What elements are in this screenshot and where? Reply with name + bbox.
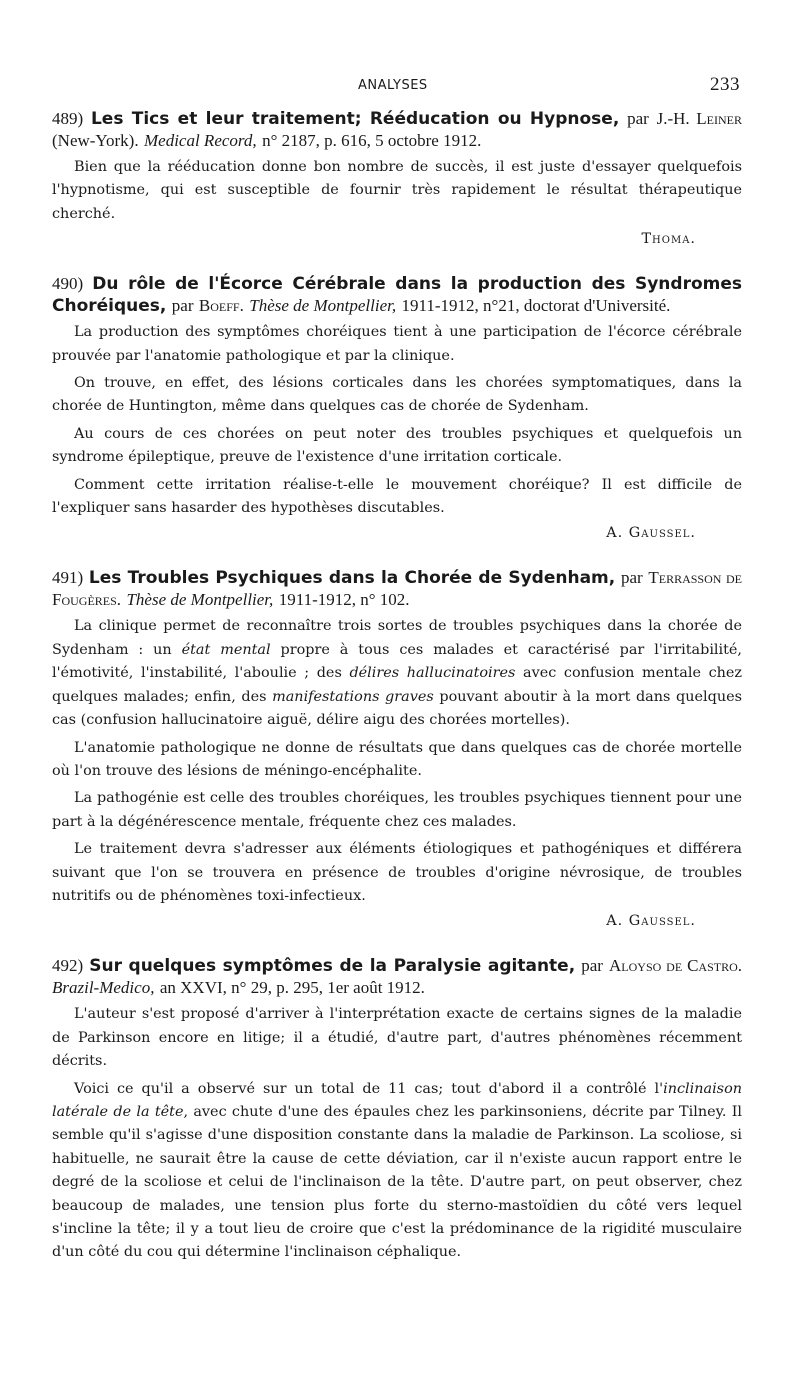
article-author: Terrasson de Fougères. bbox=[52, 568, 742, 610]
article-source: Brazil-Medico, bbox=[52, 978, 155, 998]
article-source: Medical Record, bbox=[143, 131, 257, 150]
article-number: 490) bbox=[52, 274, 84, 294]
article-number: 491) bbox=[52, 568, 84, 588]
article-title: Les Tics et leur traitement; Rééducation ou Hypnose, bbox=[90, 109, 620, 129]
article-author: J.-H. Leiner bbox=[656, 109, 743, 128]
article-paragraph: La pathogénie est celle des troubles choréiques, les troubles psychiques tiennent pour une part à la dégénérescence mentale, fréquente chez ces malades. bbox=[52, 790, 742, 830]
article-entry bbox=[52, 273, 742, 545]
article-reference: n° 2187, p. 616, 5 octobre 1912. bbox=[262, 131, 482, 150]
article-paragraph: Comment cette irritation réalise-t-elle le mouvement choréique? Il est difficile de l'expliquer sans hasarder des hypothèses discutables. bbox=[52, 476, 742, 517]
article-heading bbox=[52, 273, 742, 317]
article-paragraph: L'anatomie pathologique ne donne de résultats que dans quelques cas de chorée mortelle où l'on trouve des lésions de méningo-encéphalite. bbox=[52, 739, 742, 779]
article-entry bbox=[52, 108, 742, 251]
article-by: par bbox=[627, 109, 649, 128]
article-entry bbox=[52, 567, 742, 933]
article-heading bbox=[52, 108, 742, 152]
article-number: 492) bbox=[52, 956, 84, 976]
article-heading bbox=[52, 955, 742, 999]
article-paragraph: Bien que la rééducation donne bon nombre de succès, il est juste d'essayer quelquefois l'hypnotisme, qui est susceptible de fournir très rapidement le résultat thérapeutique cherché. bbox=[52, 159, 742, 222]
article-paragraph: La clinique permet de reconnaître trois sortes de troubles psychiques dans la chorée de Sydenham : un état mental propre à tous ces malades et caractérisé par l'irritabilité, l'émotivité, l'instabilité, l'aboulie ; des délires hallucinatoires avec confusion mentale chez quelques malades; enfin, des manifestations graves pouvant aboutir à la mort dans quelques cas (confusion hallucinatoire aiguë, délire aigu des chorées mortelles). bbox=[52, 618, 742, 729]
article-paragraph: Voici ce qu'il a observé sur un total de 11 cas; tout d'abord il a contrôlé l'inclinaison latérale de la tête, avec chute d'une des épaules chez les parkinsoniens, décrite par Tilney. Il semble qu'il s'agisse d'une disposition constante dans la maladie de Parkinson. La scoliose, si habituelle, ne saurait être la cause de cette déviation, car il n'existe aucun rapport entre le degré de la scoliose et celui de l'inclinaison de la tête. D'autre part, on peut observer, chez beaucoup de malades, une tension plus forte du sterno-mastoïdien du côté vers lequel s'incline la tête; il y a tout lieu de croire que c'est la prédominance de la rigidité musculaire d'un côté du cou qui détermine l'inclinaison céphalique. bbox=[52, 1080, 742, 1261]
article-reference: 1911-1912, n° 102. bbox=[278, 590, 410, 610]
article-signature: A. Gaussel. bbox=[606, 525, 696, 542]
article-paragraph: L'auteur s'est proposé d'arriver à l'interprétation exacte de certains signes de la maladie de Parkinson encore en litige; il a étudié, d'autre part, d'autres phénomènes récemment décrits. bbox=[52, 1006, 742, 1070]
article-signature: A. Gaussel. bbox=[606, 913, 696, 930]
articles-list bbox=[52, 108, 742, 1265]
article-reference: an XXVI, n° 29, p. 295, 1er août 1912. bbox=[159, 978, 425, 998]
article-title: Du rôle de l'Écorce Cérébrale dans la production des Syndromes Choréiques, bbox=[52, 274, 743, 317]
running-title: ANALYSES bbox=[358, 78, 428, 93]
article-by: par bbox=[620, 568, 643, 588]
article-heading bbox=[52, 567, 742, 611]
article-number: 489) bbox=[52, 109, 84, 128]
article-paragraph: La production des symptômes choréiques tient à une participation de l'écorce cérébrale prouvée par l'anatomie pathologique et par la clinique. bbox=[52, 324, 742, 364]
running-header bbox=[52, 70, 742, 100]
article-ref-prefix: (New-York). bbox=[52, 131, 139, 150]
article-reference: 1911-1912, n°21, doctorat d'Université. bbox=[401, 296, 671, 316]
article-title: Les Troubles Psychiques dans la Chorée de Sydenham, bbox=[88, 568, 616, 589]
journal-page bbox=[52, 70, 742, 1265]
article-author: Aloyso de Castro. bbox=[609, 956, 742, 976]
article-paragraph: Au cours de ces chorées on peut noter des troubles psychiques et quelquefois un syndrome épileptique, preuve de l'existence d'une irritation corticale. bbox=[52, 425, 742, 466]
article-entry bbox=[52, 955, 742, 1264]
article-title: Sur quelques symptômes de la Paralysie agitante, bbox=[89, 956, 576, 977]
article-by: par bbox=[581, 956, 603, 976]
article-signature: Thoma. bbox=[641, 231, 696, 248]
article-source: Thèse de Montpellier, bbox=[126, 590, 274, 610]
article-paragraph: On trouve, en effet, des lésions corticales dans les chorées symptomatiques, dans la chorée de Huntington, même dans quelques cas de chorée de Sydenham. bbox=[52, 375, 742, 415]
article-by: par bbox=[171, 296, 194, 316]
article-source: Thèse de Montpellier, bbox=[249, 296, 397, 316]
article-paragraph: Le traitement devra s'adresser aux éléments étiologiques et pathogéniques et différera suivant que l'on se trouvera en présence de troubles d'origine névrosique, de troubles nutritifs ou de phénomènes toxi-infectieux. bbox=[52, 841, 742, 904]
page-number: 233 bbox=[710, 74, 740, 95]
article-author: Boeff. bbox=[198, 296, 244, 316]
